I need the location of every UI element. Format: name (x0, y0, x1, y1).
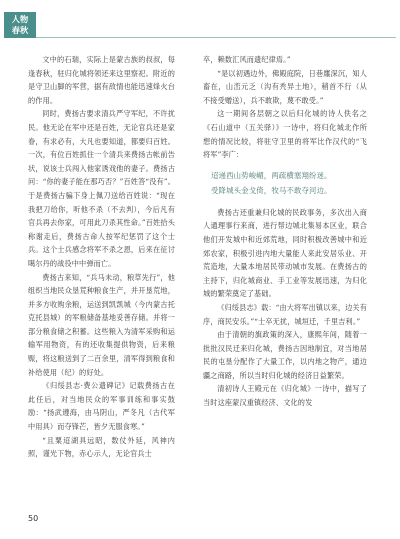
poem-line: 迢递西山势峻嵋，两疏横塞翔纷迷。 (211, 170, 332, 180)
right-column (203, 53, 367, 410)
page-number: 50 (28, 514, 39, 523)
paragraph: 同时，费扬古要求清兵严守军纪，不许扰民。他无论在军中还是百姓，无论官兵还是家眷，有求必有，大凡也要知道，都要归百姓。一次，有位百姓抓住一个清兵来费扬古帐前告状，说该士兵闯入他家诱戏他的妻子。费扬古问：“你的妻子能在那巧否？”百姓答“没有”。于是费扬古骗下身上佩刀送给百姓说：“现在我把刀给你，听他不杀（不去判），今后凡有官兵再去你家，可用此刀杀其性命。”百姓拾头称谢走后，费扬古命人按军纪惩罚了这个士兵。这个士兵感念将军不杀之恩，后来在征讨噶尔丹的战役中中弹而亡。 (28, 109, 175, 268)
section-badge (4, 12, 36, 38)
header-rule (36, 37, 396, 38)
paragraph: 费扬古还重兼归化城的民政事务，多次出入商人通理事行来商，进行帮边城北集易本区业，联合他们开发城中和近郊荒地，同时积极改善城中和近郊农家，积极引进内地大量能人来此安居乐业、开荒造地，大量本地居民带动城市发展。在费扬古的主持下，归化城商业、手工业等发展迅速，为归化城的繁荣奠定了基础。 (203, 207, 367, 299)
poem-line: 受降城头金戈倚，牧马不敢夺河边。 (211, 185, 332, 195)
paragraph: 这一期间各层朝之以后归化城的诗人佚名之《石山道中（五关驿）》一诗中，将归化城北作所想的情况比较，将驻守卫里的将军比作汉代的“飞将军”李广： (203, 109, 367, 160)
paragraph: 《归绥县志·费公遗碑记》记载费扬古在此任后，对当地民众的军事训练和事实鼓励：“扬武遵海，由马阴山，严冬凡（古代军中用具）而夺锋芒，皆夕无服食寒。” (28, 381, 175, 432)
paragraph: “且粟迢湖具远昭，数仗外延，风神内照，谨光下物，赤心示人，无论官兵士 (28, 435, 175, 459)
paragraph: 卒，赖数汇风而遗纪律焉。” (203, 55, 291, 64)
paragraph: 清初诗人王殿元在《归化城》一诗中，描写了当时这座蒙汉重镇经济、文化的发 (203, 384, 367, 408)
badge-line-1: 人物 (11, 14, 29, 24)
paragraph: 《归绥县志》载：“由大将军出镇以来，边关有序，商民安乐。”“士卒无扰，城垣迁，千里吉利。” (203, 302, 367, 326)
badge-line-2: 春秋 (11, 25, 29, 35)
paragraph: 费扬古来知，“兵马未动，粮草先行”，他组织当地民众垦荒种粮食生产，并开垦荒地，并多方收购余粮，运送到凯凯城（今内蒙古托克托县城）的军粮储备基地妥善存储。并将一部分粮食储之积蓄。这些粮入为清军采购和运输军用物资，有的还收集提供物资，后来粮赈，将这粮送到了二百余里，清军得到粮食和补给使用（纪）的好处。 (28, 272, 175, 377)
poem-block (211, 168, 367, 198)
left-column (28, 53, 175, 461)
paragraph: 由于清朝的旗政策的深入，康熙年间，随着一批批汉民迁来归化城，费扬古因地制宜，对当地居民的屯垦分配作了大量工作，以内地之物产，通边疆之商路，所以当时归化城的经济日益繁荣。 (203, 330, 367, 380)
paragraph: “是以初遇边外，佛殿庭院，日巷廛深沉，知人畜在，山峦元乏（沟有秃异土地），稍首不行（从不接受赠送），兵不敢欺，蔑不敢受。” (203, 68, 367, 105)
paragraph: 文中的石瑞，实际上是蒙古族的叔叔，每逢春秋，驻归化城将领还来这里察祀。附近的是守卫山脚的军营，据有敌情也能迅速烽火台的作用。 (28, 55, 175, 105)
